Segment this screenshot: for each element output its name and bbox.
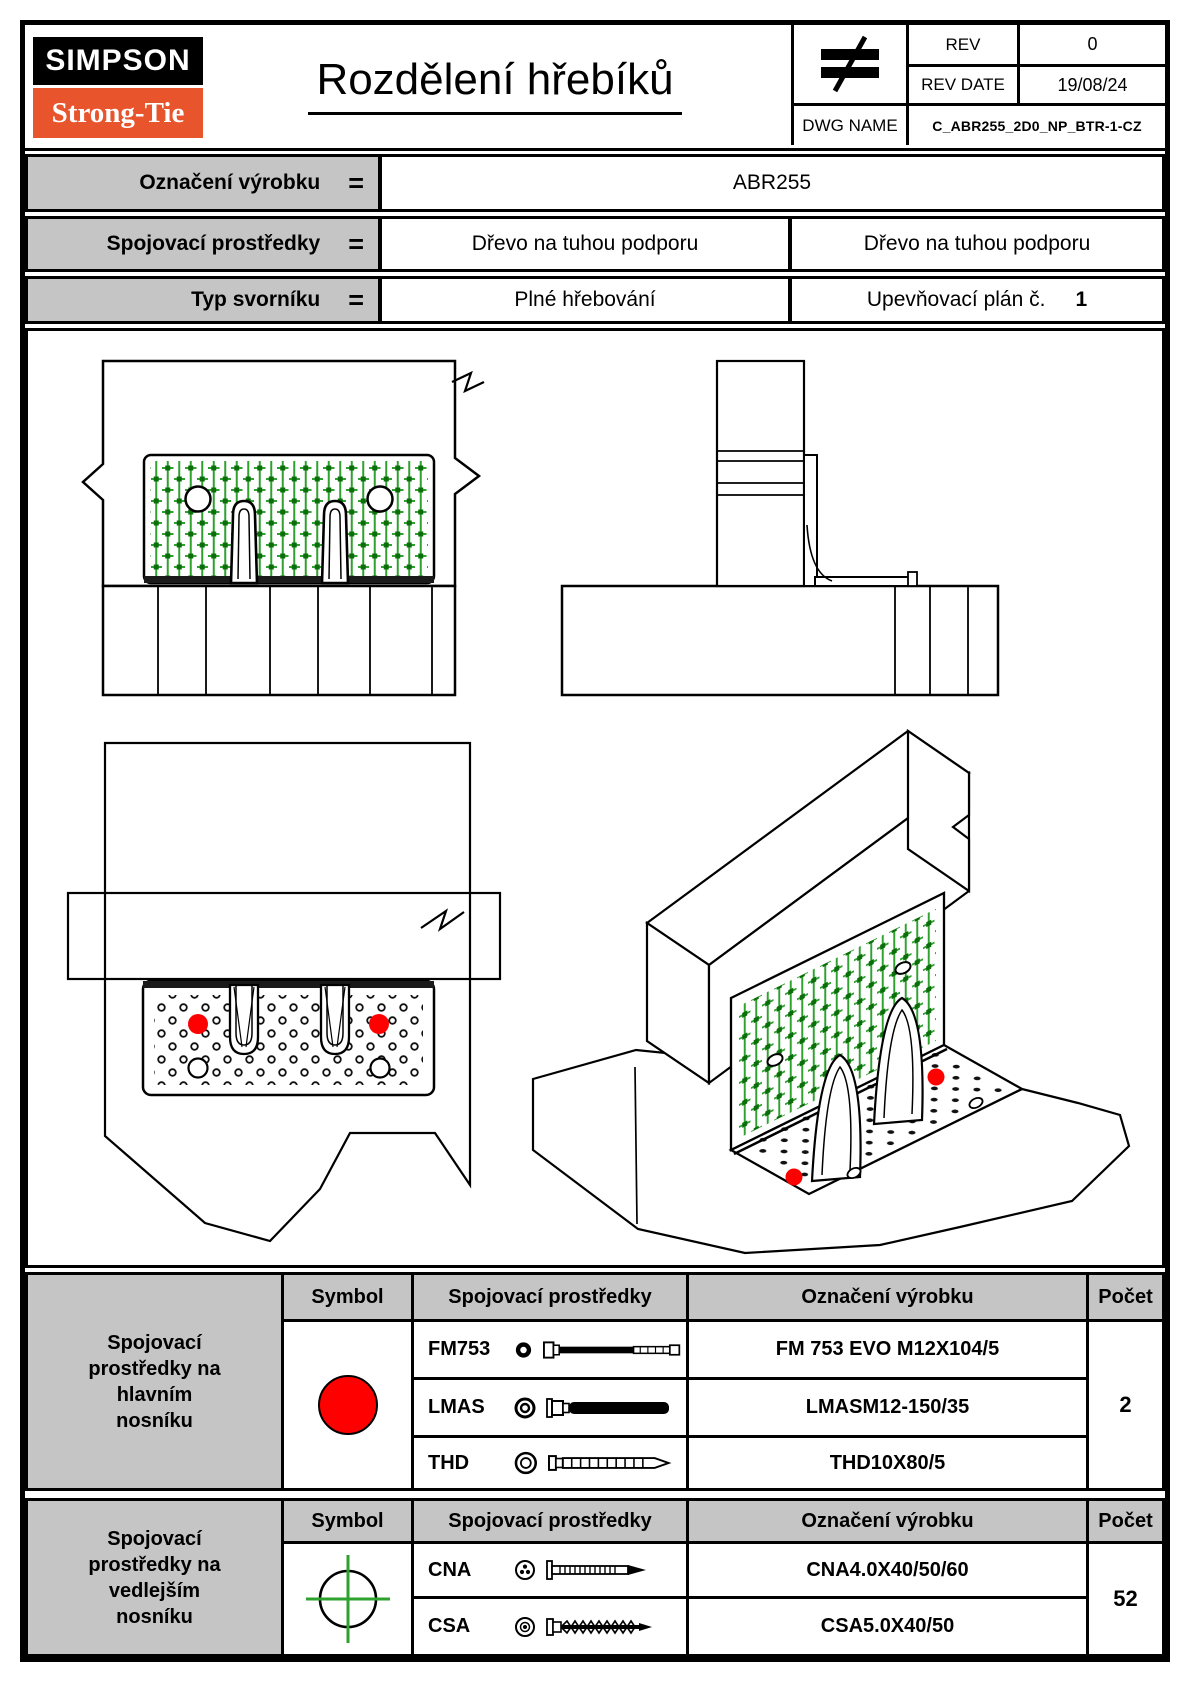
secondary-count-cell: 52 xyxy=(1089,1544,1162,1654)
main-fastener-marker xyxy=(369,1014,389,1034)
front-view-drawing xyxy=(83,361,484,695)
page-title: Rozdělení hřebíků xyxy=(308,55,681,115)
fm753-washer-icon xyxy=(513,1339,534,1361)
cna-head-icon xyxy=(513,1558,537,1582)
main-group-label: Spojovací prostředky na hlavním nosníku xyxy=(28,1275,281,1488)
lmas-anchor-icon xyxy=(546,1394,676,1422)
count-header: Počet xyxy=(1089,1275,1162,1319)
registered-mark: ® xyxy=(195,129,202,139)
cna-row: CNA xyxy=(414,1544,686,1596)
main-fastener-marker xyxy=(786,1169,803,1186)
product-header: Označení výrobku xyxy=(689,1275,1086,1319)
fasteners-right-value: Dřevo na tuhou podporu xyxy=(792,219,1162,269)
count-header: Počet xyxy=(1089,1501,1162,1541)
dwg-name-value: C_ABR255_2D0_NP_BTR-1-CZ xyxy=(909,106,1165,145)
lmas-product-cell: LMASM12-150/35 xyxy=(689,1380,1086,1435)
rev-value: 0 xyxy=(1020,25,1165,64)
projection-symbol-cell xyxy=(794,25,906,103)
fm753-product-cell: FM 753 EVO M12X104/5 xyxy=(689,1322,1086,1377)
bolt-type-label-cell: Typ svorníku = xyxy=(28,279,378,321)
thd-product-cell: THD10X80/5 xyxy=(689,1438,1086,1488)
thd-washer-icon xyxy=(513,1450,539,1476)
fm753-bolt-icon xyxy=(543,1336,686,1364)
cna-nail-icon xyxy=(546,1557,666,1583)
page-frame xyxy=(20,20,1170,1662)
green-crosshair-symbol-icon xyxy=(302,1551,394,1647)
fasteners-label-cell: Spojovací prostředky = xyxy=(28,219,378,269)
fixing-plan-number: 1 xyxy=(1075,288,1088,311)
csa-screw-icon xyxy=(546,1614,666,1640)
csa-product-cell: CSA5.0X40/50 xyxy=(689,1599,1086,1654)
cna-product-cell: CNA4.0X40/50/60 xyxy=(689,1544,1086,1596)
fasteners-left-value: Dřevo na tuhou podporu xyxy=(382,219,788,269)
header xyxy=(25,25,1165,148)
red-dot-symbol-icon xyxy=(318,1375,378,1435)
info-row-bolt-type xyxy=(25,276,1165,324)
info-row-fasteners xyxy=(25,216,1165,272)
fastener-header: Spojovací prostředky xyxy=(414,1275,686,1319)
side-view-drawing xyxy=(562,361,998,695)
logo-simpson-box xyxy=(33,37,203,85)
csa-head-icon xyxy=(513,1615,537,1639)
fastener-header: Spojovací prostředky xyxy=(414,1501,686,1541)
lmas-row: LMAS xyxy=(414,1380,686,1435)
product-label-cell: Označení výrobku = xyxy=(28,157,378,209)
symbol-header: Symbol xyxy=(284,1501,411,1541)
secondary-fastener-table xyxy=(25,1498,1165,1657)
csa-row: CSA xyxy=(414,1599,686,1654)
main-fastener-marker xyxy=(188,1014,208,1034)
technical-drawings xyxy=(28,331,1162,1265)
thd-row: THD xyxy=(414,1438,686,1488)
main-symbol-cell xyxy=(284,1322,411,1488)
not-equal-projection-icon xyxy=(813,34,887,94)
logo-strongtie-text: Strong-Tie xyxy=(51,96,185,129)
product-header: Označení výrobku xyxy=(689,1501,1086,1541)
thd-screw-icon xyxy=(548,1449,686,1477)
logo-simpson-text: SIMPSON xyxy=(45,44,191,77)
product-value-cell: ABR255 xyxy=(382,157,1162,209)
main-fastener-table xyxy=(25,1272,1165,1491)
info-row-product xyxy=(25,154,1165,212)
logo-strongtie-box xyxy=(33,88,203,138)
title-block xyxy=(791,25,1165,145)
rev-date-label: REV DATE xyxy=(909,67,1017,103)
main-fastener-marker xyxy=(928,1069,945,1086)
drawing-area xyxy=(25,328,1165,1268)
secondary-group-label: Spojovací prostředky na vedlejším nosníku xyxy=(28,1501,281,1654)
fm753-row: FM753 xyxy=(414,1322,686,1377)
plan-view-drawing xyxy=(68,743,500,1241)
main-count-cell: 2 xyxy=(1089,1322,1162,1488)
secondary-symbol-cell xyxy=(284,1544,411,1654)
bolt-type-left-value: Plné hřebování xyxy=(382,279,788,321)
rev-label: REV xyxy=(909,25,1017,64)
isometric-view-drawing xyxy=(533,731,1129,1253)
fixing-plan-cell: Upevňovací plán č. 1 xyxy=(792,279,1162,321)
dwg-name-label: DWG NAME xyxy=(794,106,906,145)
lmas-washer-icon xyxy=(513,1396,537,1420)
rev-date-value: 19/08/24 xyxy=(1020,67,1165,103)
symbol-header: Symbol xyxy=(284,1275,411,1319)
